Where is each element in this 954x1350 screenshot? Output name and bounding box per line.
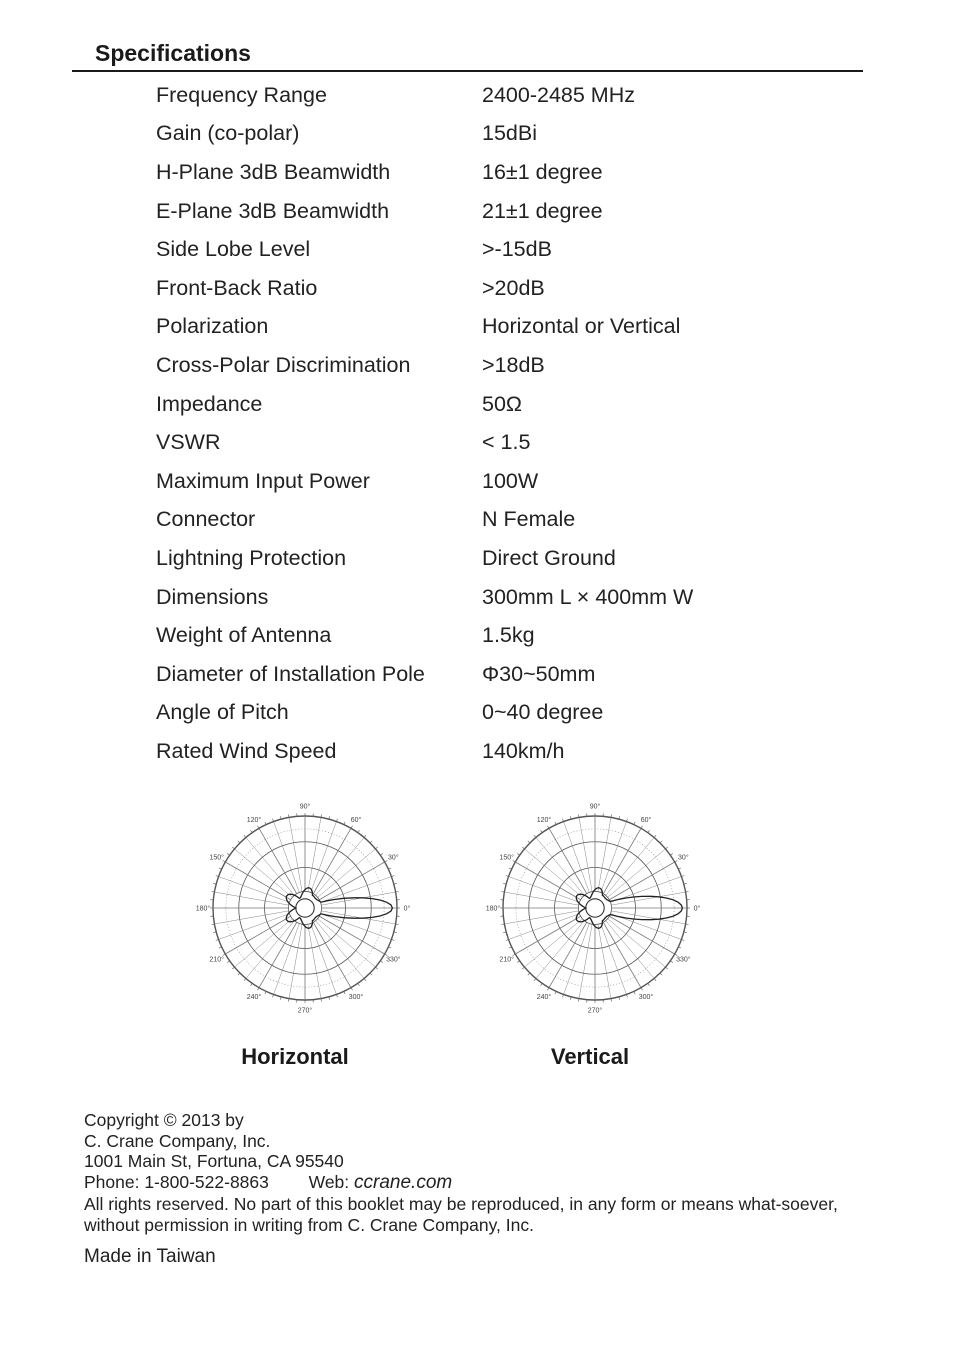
horizontal-spoke	[219, 877, 290, 903]
horizontal-tick	[244, 978, 246, 980]
vertical-tick	[641, 826, 643, 829]
horizontal-spoke	[289, 924, 302, 998]
horizontal-angle-label: 180°	[195, 905, 211, 913]
vertical-tick	[528, 973, 530, 975]
vertical-spoke	[579, 924, 592, 998]
spec-row	[156, 153, 856, 192]
spec-label: E-Plane 3dB Beamwidth	[156, 198, 390, 223]
horizontal-tick	[232, 847, 234, 849]
spec-label: H-Plane 3dB Beamwidth	[156, 159, 391, 184]
horizontal-angle-label: 150°	[209, 854, 224, 862]
horizontal-tick	[358, 983, 360, 985]
vertical-angle-label: 240°	[536, 993, 552, 1001]
horizontal-tick	[364, 835, 366, 837]
vertical-spoke	[564, 924, 590, 995]
spec-value: < 1.5	[482, 430, 531, 455]
horizontal-angle-label: 120°	[246, 817, 262, 825]
horizontal-tick	[238, 841, 240, 843]
vertical-angle-label: 150°	[499, 854, 514, 862]
vertical-tick	[513, 954, 516, 956]
spec-label: VSWR	[156, 430, 221, 455]
vertical-tick	[522, 967, 524, 969]
spec-row	[156, 230, 856, 269]
horizontal-feed-circle	[296, 899, 314, 917]
horizontal-tick	[385, 954, 388, 956]
horizontal-tick	[258, 826, 260, 829]
horizontal-caption: Horizontal	[241, 1044, 349, 1069]
horizontal-spoke	[311, 924, 337, 995]
spec-row	[156, 694, 856, 733]
spec-label: Angle of Pitch	[156, 700, 289, 725]
spec-row	[156, 539, 856, 578]
spec-value: >20dB	[482, 275, 545, 300]
horizontal-spoke	[321, 911, 395, 924]
spec-row	[156, 192, 856, 231]
vertical-tick	[670, 854, 672, 856]
vertical-feed-circle	[586, 899, 604, 917]
spec-value: 16±1 degree	[482, 159, 603, 184]
vertical-spoke	[504, 911, 578, 924]
vertical-spoke	[549, 828, 587, 893]
made-in-text: Made in Taiwan	[84, 1246, 216, 1267]
vertical-tick	[534, 835, 536, 837]
horizontal-spoke	[319, 862, 384, 900]
spec-value: 0~40 degree	[482, 700, 604, 725]
spec-label: Frequency Range	[156, 82, 327, 107]
vertical-tick	[654, 978, 656, 980]
vertical-angle-label: 330°	[676, 956, 691, 964]
horizontal-tick	[385, 861, 388, 863]
vertical-tick	[541, 830, 543, 832]
spec-value: Horizontal or Vertical	[482, 314, 681, 339]
horizontal-tick	[227, 854, 229, 856]
vertical-angle-label: 180°	[485, 905, 501, 913]
spec-label: Maximum Input Power	[156, 468, 370, 493]
horizontal-tick	[258, 988, 260, 991]
spec-label: Rated Wind Speed	[156, 738, 337, 763]
horizontal-tick	[375, 847, 377, 849]
vertical-tick	[548, 988, 550, 991]
horizontal-angle-label: 270°	[297, 1007, 313, 1015]
vertical-spoke	[609, 862, 674, 900]
spec-label: Polarization	[156, 314, 269, 339]
horizontal-spoke	[321, 877, 392, 903]
spec-row	[156, 732, 856, 771]
horizontal-tick	[375, 967, 377, 969]
vertical-tick	[648, 830, 650, 832]
horizontal-spoke	[313, 828, 351, 893]
web-label: Web:	[308, 1171, 350, 1192]
vertical-spoke	[598, 924, 611, 998]
horizontal-spoke	[259, 922, 297, 987]
horizontal-spoke	[321, 892, 395, 905]
vertical-ring	[578, 891, 611, 924]
spec-value: 300mm L × 400mm W	[482, 584, 694, 609]
horizontal-tick	[223, 954, 226, 956]
rights-notice: All rights reserved. No part of this booklet may be reproduced, in any form or means what-soever, without permission in writing from C. Crane Company, Inc.	[84, 1194, 838, 1235]
spec-label: Side Lobe Level	[156, 237, 311, 262]
vertical-angle-label: 120°	[536, 817, 552, 825]
spec-value: 15dBi	[482, 121, 537, 146]
spec-row	[156, 115, 856, 154]
footer	[84, 1110, 844, 1268]
vertical-tick	[534, 978, 536, 980]
spec-row	[156, 655, 856, 694]
horizontal-spoke	[214, 911, 288, 924]
vertical-spoke	[504, 892, 578, 905]
copyright-text: Copyright © 2013 by	[84, 1110, 244, 1130]
horizontal-spoke	[311, 822, 337, 893]
vertical-spoke	[603, 922, 641, 987]
vertical-spoke	[509, 877, 580, 903]
vertical-tick	[675, 861, 678, 863]
horizontal-spoke	[219, 914, 290, 940]
vertical-spoke	[601, 822, 627, 893]
vertical-spoke	[579, 817, 592, 891]
horizontal-angle-label: 240°	[246, 993, 262, 1001]
vertical-spoke	[598, 817, 611, 891]
vertical-tick	[541, 983, 543, 985]
spec-label: Diameter of Installation Pole	[156, 661, 425, 686]
horizontal-spoke	[319, 916, 384, 954]
spec-label: Cross-Polar Discrimination	[156, 352, 411, 377]
vertical-tick	[670, 961, 672, 963]
spec-value: >-15dB	[482, 237, 552, 262]
company-name: C. Crane Company, Inc.	[84, 1130, 271, 1151]
horizontal-spoke	[321, 914, 392, 940]
vertical-tick	[675, 954, 678, 956]
vertical-angle-label: 90°	[589, 803, 601, 811]
horizontal-tick	[238, 973, 240, 975]
vertical-spoke	[515, 862, 580, 900]
vertical-angle-label: 300°	[638, 993, 654, 1001]
vertical-spoke	[515, 916, 580, 954]
horizontal-tick	[351, 826, 353, 829]
vertical-tick	[641, 988, 643, 991]
horizontal-spoke	[308, 817, 321, 891]
horizontal-angle-label: 0°	[403, 905, 411, 913]
web-link[interactable]: ccrane.com	[354, 1171, 453, 1193]
spec-row	[156, 269, 856, 308]
spec-value: 100W	[482, 468, 539, 493]
spec-row	[156, 385, 856, 424]
horizontal-angle-label: 60°	[350, 817, 362, 825]
spec-row	[156, 76, 856, 115]
horizontal-spoke	[274, 822, 300, 893]
horizontal-tick	[370, 973, 372, 975]
vertical-angle-label: 0°	[693, 905, 701, 913]
vertical-spoke	[549, 922, 587, 987]
horizontal-tick	[244, 835, 246, 837]
vertical-tick	[660, 841, 662, 843]
vertical-angle-label: 270°	[587, 1007, 603, 1015]
vertical-caption: Vertical	[550, 1044, 630, 1069]
vertical-spoke	[564, 822, 590, 893]
horizontal-tick	[227, 961, 229, 963]
horizontal-tick	[351, 988, 353, 991]
spec-row	[156, 501, 856, 540]
vertical-angle-label: 30°	[678, 854, 689, 862]
spec-row	[156, 308, 856, 347]
spec-label: Weight of Antenna	[156, 623, 332, 648]
horizontal-spoke	[225, 916, 290, 954]
horizontal-angle-label: 330°	[386, 956, 401, 964]
spec-value: Φ30~50mm	[482, 661, 596, 686]
horizontal-tick	[380, 854, 382, 856]
spec-value: Direct Ground	[482, 545, 616, 570]
spec-value: >18dB	[482, 352, 545, 377]
vertical-tick	[660, 973, 662, 975]
spec-label: Front-Back Ratio	[156, 275, 318, 300]
horizontal-pattern-chart	[185, 790, 425, 1025]
horizontal-tick	[370, 841, 372, 843]
spec-value: 140km/h	[482, 738, 565, 763]
vertical-tick	[665, 967, 667, 969]
horizontal-tick	[251, 830, 253, 832]
spec-value: N Female	[482, 507, 576, 532]
vertical-tick	[528, 841, 530, 843]
section-divider	[72, 70, 863, 72]
vertical-angle-label: 210°	[499, 956, 514, 964]
horizontal-angle-label: 90°	[299, 803, 311, 811]
vertical-spoke	[603, 828, 641, 893]
horizontal-tick	[364, 978, 366, 980]
vertical-tick	[548, 826, 550, 829]
horizontal-angle-label: 30°	[388, 854, 399, 862]
company-address: 1001 Main St, Fortuna, CA 95540	[84, 1151, 344, 1171]
vertical-tick	[517, 961, 519, 963]
horizontal-spoke	[308, 924, 321, 998]
vertical-pattern-chart	[475, 790, 715, 1025]
vertical-tick	[665, 847, 667, 849]
spec-value: 2400-2485 MHz	[482, 82, 635, 107]
radiation-pattern-charts	[0, 790, 954, 1030]
spec-value: 50Ω	[482, 391, 522, 416]
horizontal-spoke	[259, 828, 297, 893]
spec-row	[156, 462, 856, 501]
spec-row	[156, 578, 856, 617]
spec-label: Lightning Protection	[156, 545, 347, 570]
spec-row	[156, 616, 856, 655]
horizontal-spoke	[225, 862, 290, 900]
vertical-spoke	[509, 914, 580, 940]
vertical-tick	[522, 847, 524, 849]
horizontal-angle-label: 210°	[209, 956, 224, 964]
horizontal-spoke	[289, 817, 302, 891]
spec-row	[156, 346, 856, 385]
vertical-spoke	[601, 924, 627, 995]
vertical-spoke	[609, 916, 674, 954]
spec-value: 21±1 degree	[482, 198, 603, 223]
horizontal-spoke	[274, 924, 300, 995]
section-title: Specifications	[95, 40, 251, 66]
horizontal-ring	[288, 891, 321, 924]
horizontal-tick	[232, 967, 234, 969]
spec-value: 1.5kg	[482, 623, 535, 648]
spec-label: Gain (co-polar)	[156, 121, 300, 146]
spec-label: Connector	[156, 507, 256, 532]
spec-table	[156, 76, 856, 771]
horizontal-spoke	[214, 892, 288, 905]
horizontal-tick	[358, 830, 360, 832]
contact-line	[84, 1172, 844, 1194]
spec-label: Impedance	[156, 391, 263, 416]
horizontal-spoke	[313, 922, 351, 987]
vertical-angle-label: 60°	[640, 817, 652, 825]
vertical-tick	[648, 983, 650, 985]
spec-row	[156, 423, 856, 462]
vertical-tick	[654, 835, 656, 837]
horizontal-tick	[251, 983, 253, 985]
spec-label: Dimensions	[156, 584, 269, 609]
horizontal-angle-label: 300°	[348, 993, 364, 1001]
phone-number: Phone: 1-800-522-8863	[84, 1171, 269, 1192]
vertical-tick	[517, 854, 519, 856]
horizontal-tick	[380, 961, 382, 963]
